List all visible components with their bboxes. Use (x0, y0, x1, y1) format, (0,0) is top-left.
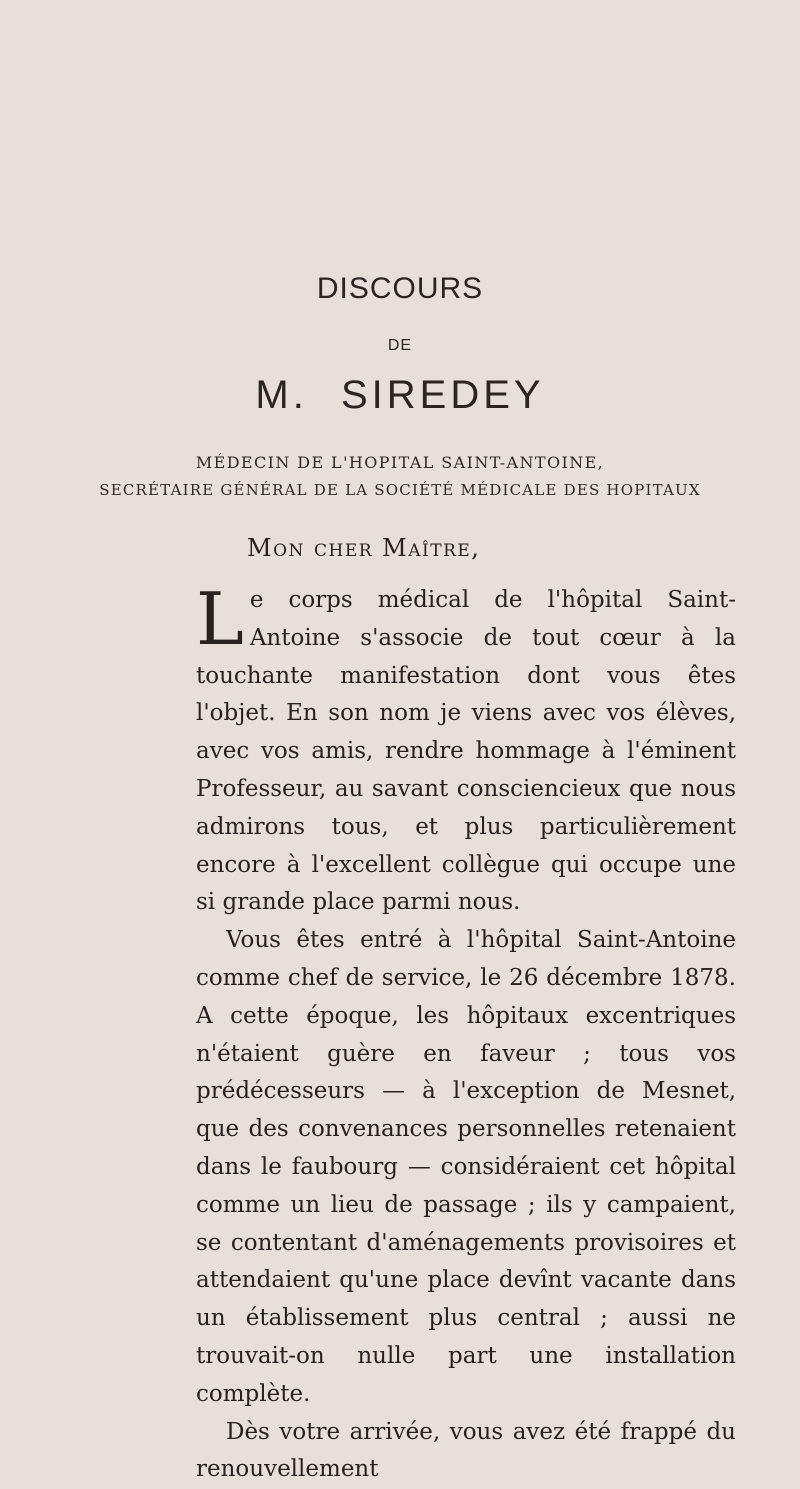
paragraph-1 (196, 577, 736, 922)
title-preposition: DE (387, 337, 413, 354)
speaker-name: M. SIREDEY (255, 373, 545, 417)
paragraph-2: Vous êtes entré à l'hôpital Saint-Antoine comme chef de service, le 26 décembre 1878. A cette époque, les hôpitaux excentriques n'étaient guère en faveur ; tous vos prédécesseurs — à l'exception de Mesnet, que des convenances personnelles retenaient dans le faubourg — considéraient cet hôpital comme un lieu de passage ; ils y campaient, se contentant d'aménagements provisoires et attendaient qu'une place devînt vacante dans un établissement plus central ; aussi ne trouvait-on nulle part une installation complète. (196, 927, 736, 1407)
speaker-affiliation-1: MÉDECIN DE L'HOPITAL SAINT-ANTOINE, (195, 453, 605, 472)
discourse-title: DISCOURS (316, 272, 484, 305)
drop-cap: L (196, 577, 244, 661)
salutation: Mon cher Maître, (247, 534, 481, 562)
body-text (196, 577, 736, 1489)
paragraph-3: Dès votre arrivée, vous avez été frappé du renouvellement (196, 1418, 736, 1483)
paragraph-1-text: e corps médical de l'hôpital Saint-Antoine s'associe de tout cœur à la touchante manifestation dont vous êtes l'objet. En son nom je viens avec vos élèves, avec vos amis, rendre hommage à l'éminent Professeur, au savant consciencieux que nous admirons tous, et plus particulièrement encore à l'excellent collègue qui occupe une si grande place parmi nous. (196, 587, 736, 916)
speaker-affiliation-2: SECRÉTAIRE GÉNÉRAL DE LA SOCIÉTÉ MÉDICALE DES HOPITAUX (99, 481, 701, 499)
